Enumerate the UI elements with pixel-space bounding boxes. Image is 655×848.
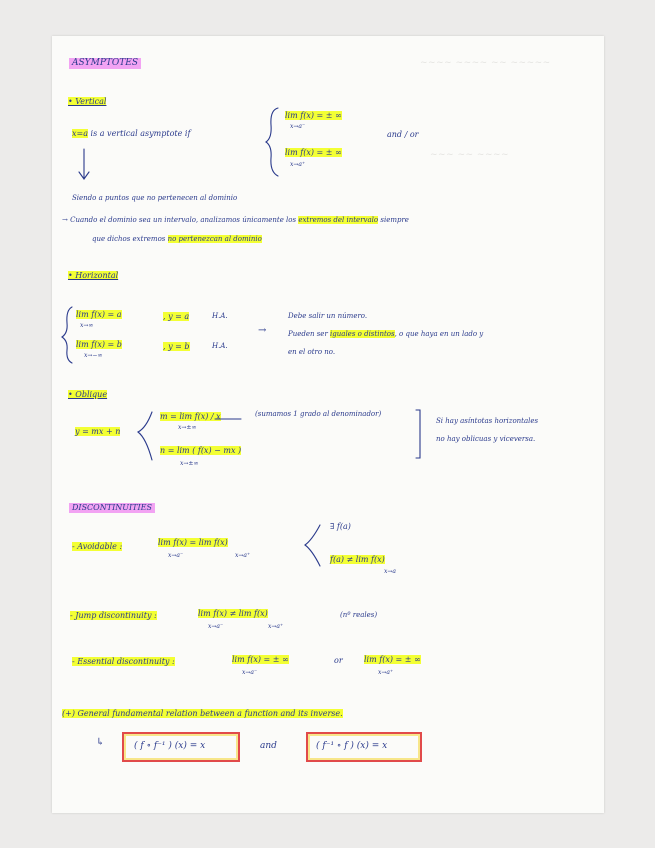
jump-sub-left: x→a⁻ — [208, 623, 224, 630]
horizontal-limit-1-sub: x→∞ — [80, 322, 94, 329]
horizontal-note-1: Debe salir un número. — [288, 312, 368, 320]
jump-note: (nº reales) — [340, 611, 378, 619]
oblique-intercept: n = lim ( f(x) − mx ) — [160, 446, 242, 455]
oblique-label: • Oblique — [68, 390, 108, 399]
essential-or: or — [334, 656, 343, 665]
horizontal-limit-2: lim f(x) = b — [76, 340, 122, 349]
essential-equation-1: lim f(x) = ± ∞ — [232, 655, 289, 664]
horizontal-label: • Horizontal — [68, 271, 119, 280]
essential-equation-2: lim f(x) = ± ∞ — [364, 655, 421, 664]
horizontal-eq-2: , y = b — [163, 342, 190, 351]
essential-sub-1: x→a⁻ — [242, 669, 258, 676]
vertical-label: • Vertical — [68, 97, 107, 106]
relation-and: and — [260, 741, 277, 751]
horizontal-note-3: en el otro no. — [288, 348, 336, 356]
horizontal-note-2: Pueden ser iguales o distintos, o que haya en un lado y — [288, 330, 484, 338]
oblique-side-note-2: no hay oblicuas y viceversa. — [436, 435, 536, 443]
oblique-slope-note: (sumamos 1 grado al denominador) — [255, 410, 382, 418]
horizontal-limit-2-sub: x→−∞ — [84, 352, 103, 359]
avoidable-sub-left: x→a⁻ — [168, 552, 184, 559]
vertical-limit-left: lim f(x) = ± ∞ — [285, 111, 342, 120]
horizontal-arrow: → — [258, 325, 267, 336]
essential-label: - Essential discontinuity : — [72, 657, 175, 666]
oblique-side-note-1: Si hay asíntotas horizontales — [436, 417, 539, 425]
avoidable-label: - Avoidable : — [72, 542, 123, 551]
horizontal-ha-1: H.A. — [212, 312, 228, 320]
and-or-text: and / or — [387, 130, 419, 139]
vertical-note-1: Siendo a puntos que no pertenecen al dominio — [72, 194, 238, 202]
horizontal-ha-2: H.A. — [212, 342, 228, 350]
avoidable-exists: ∃ f(a) — [330, 522, 351, 531]
horizontal-brace — [62, 307, 72, 363]
jump-label: - Jump discontinuity : — [70, 611, 157, 620]
section-title-asymptotes: ASYMPTOTES — [69, 58, 141, 69]
oblique-brace — [138, 412, 152, 460]
oblique-slope: m = lim f(x) / x — [160, 412, 221, 421]
avoidable-neq: f(a) ≠ lim f(x) — [330, 555, 385, 564]
horizontal-limit-1: lim f(x) = a — [76, 310, 122, 319]
avoidable-equation: lim f(x) = lim f(x) — [158, 538, 228, 547]
essential-sub-2: x→a⁺ — [378, 669, 394, 676]
oblique-bracket — [416, 410, 420, 458]
vertical-brace — [266, 108, 278, 176]
relation-title: (+) General fundamental relation between a function and its inverse. — [62, 709, 343, 718]
horizontal-eq-1: , y = a — [163, 312, 190, 321]
relation-formula-2: ( f⁻¹ ∘ f ) (x) = x — [316, 741, 388, 751]
avoidable-sub-right: x→a⁺ — [235, 552, 251, 559]
bleed-through-text: ~~~~ ~~~~ ~~ ~~~~~ — [420, 58, 551, 68]
vertical-limit-right-sub: x→a⁺ — [290, 161, 306, 168]
vertical-note-2: → Cuando el dominio sea un intervalo, analizamos únicamente los extremos del intervalo siempre — [62, 216, 409, 224]
relation-formula-1: ( f ∘ f⁻¹ ) (x) = x — [134, 741, 206, 751]
avoidable-brace — [305, 525, 320, 566]
section-title-discontinuities: DISCONTINUITIES — [69, 503, 155, 513]
vertical-definition: x=a is a vertical asymptote if — [72, 129, 191, 138]
relation-arrow: ↳ — [96, 737, 105, 748]
jump-equation: lim f(x) ≠ lim f(x) — [198, 609, 268, 618]
vertical-note-3: que dichos extremos no pertenezcan al dominio — [92, 235, 262, 243]
vertical-limit-left-sub: x→a⁻ — [290, 123, 306, 130]
oblique-slope-sub: x→±∞ — [178, 424, 197, 431]
oblique-equation: y = mx + n — [75, 427, 121, 436]
jump-sub-right: x→a⁺ — [268, 623, 284, 630]
vertical-limit-right: lim f(x) = ± ∞ — [285, 148, 342, 157]
oblique-intercept-sub: x→±∞ — [180, 460, 199, 467]
bleed-through-text: ~~~ ~~ ~~~~ — [430, 150, 510, 160]
avoidable-neq-sub: x→a — [384, 568, 396, 575]
down-arrow-icon — [79, 149, 89, 179]
